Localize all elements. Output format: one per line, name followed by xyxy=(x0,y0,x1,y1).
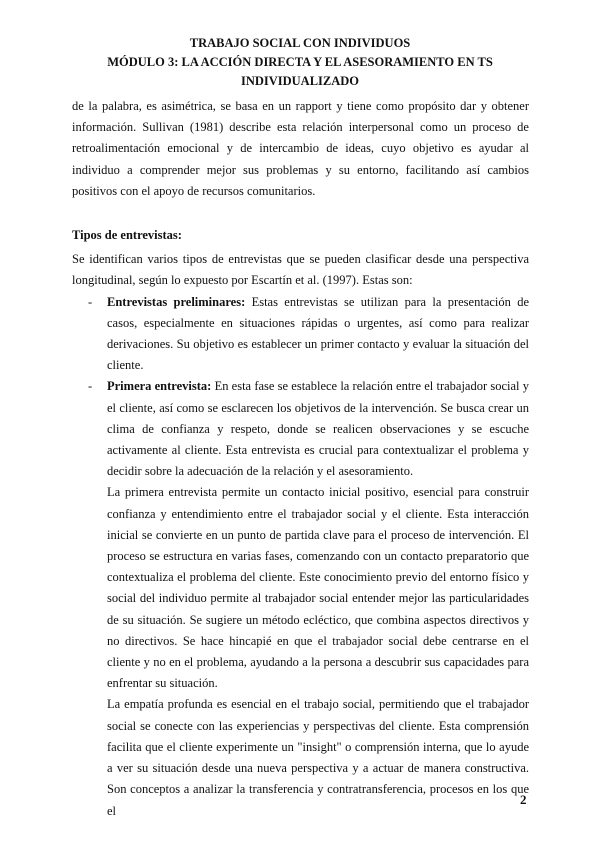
continuation-paragraph: La primera entrevista permite un contacto inicial positivo, esencial para construir confianza y entendimiento entre el trabajador social y el cliente. Esta interacción inicial se convierte en un punto de partida clave para el proceso de intervención. El proceso se estructura en varias fases, comenzando con un contacto preparatorio que contextualiza el problema del cliente. Este conocimiento previo del entorno físico y social del individuo permite al trabajador social entender mejor las particularidades de su situación. Se sugiere un método ecléctico, que combina aspectos directivos y no directivos. Se hace hincapié en que el trabajador social debe centrarse en el cliente y no en el problema, ayudando a la persona a descubrir sus capacidades para enfrentar su situación. xyxy=(107,485,529,691)
list-item-term: Entrevistas preliminares: xyxy=(107,294,246,309)
page-number: 2 xyxy=(520,792,527,807)
header-module-title: MÓDULO 3: LA ACCIÓN DIRECTA Y EL ASESORAMIENTO EN TS xyxy=(107,55,493,69)
list-item-text: En esta fase se establece la relación entre el trabajador social y el cliente, así como se esclarecen los objetivos de la intervención. Se busca crear un clima de confianza y respeto, donde se realicen observaciones y se escuche activamente al cliente. Esta entrevista es crucial para contextualizar el problema y decidir sobre la adecuación de la relación y el asesoramiento. xyxy=(107,379,529,479)
page-header xyxy=(60,34,540,91)
body-text xyxy=(72,96,529,822)
section-title: Tipos de entrevistas: xyxy=(72,228,182,243)
intro-paragraph: de la palabra, es asimétrica, se basa en un rapport y tiene como propósito dar y obtener información. Sullivan (1981) describe esta relación interpersonal como un proceso de retroalimentación emocional y de intercambio de ideas, cuyo objetivo es ayudar al individuo a comprender mejor sus problemas y su entorno, facilitando así cambios positivos con el apoyo de recursos comunitarios. xyxy=(72,99,529,198)
header-module-title-cont: INDIVIDUALIZADO xyxy=(240,74,360,88)
section-intro-paragraph: Se identifican varios tipos de entrevistas que se pueden clasificar desde una perspectiva longitudinal, según lo expuesto por Escartín et al. (1997). Estas son: xyxy=(72,252,529,288)
header-course-title: TRABAJO SOCIAL CON INDIVIDUOS xyxy=(189,36,411,50)
list-item xyxy=(72,376,529,482)
interview-types-list xyxy=(72,292,529,483)
continuation-paragraph: La empatía profunda es esencial en el trabajo social, permitiendo que el trabajador social se conecte con las experiencias y perspectivas del cliente. Esta comprensión facilita que el cliente experimente un "insight" o comprensión interna, que lo ayude a ver su situación desde una nueva perspectiva y a actuar de manera constructiva. Son conceptos a analizar la transferencia y contratransferencia, procesos en los que el xyxy=(107,697,529,818)
list-item-term: Primera entrevista: xyxy=(107,379,212,394)
list-item xyxy=(72,292,529,377)
list-item-text: Estas entrevistas se utilizan para la presentación de casos, especialmente en situaciones rápidas o urgentes, así como para realizar derivaciones. Su objetivo es establecer un primer contacto y evaluar la situación del cliente. xyxy=(107,294,529,373)
